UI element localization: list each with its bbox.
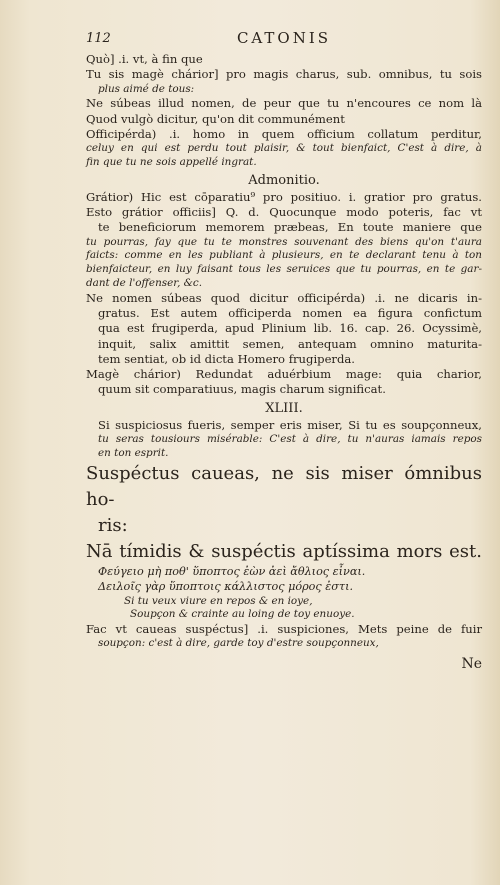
text-line: Magè chárior) Redundat aduérbium mage: quia charior,	[86, 367, 482, 382]
text-line: Quò] .i. vt, à fin que	[86, 52, 203, 66]
text-line: plus aimé de tous:	[98, 82, 195, 95]
text-line: inquit, salix amittit semen, antequam omnino maturita-	[98, 336, 482, 351]
text-line: en ton esprit.	[98, 446, 169, 459]
text-line: dant de l'offenser, &c.	[86, 276, 203, 289]
text-line: qua est frugiperda, apud Plinium lib. 16. cap. 26. Ocyssimè,	[98, 321, 482, 336]
text-line: Si suspiciosus fueris, semper eris miser, Si tu es soupçonneux,	[98, 417, 482, 432]
text-line: tu seras tousiours misérable: C'est à dire, tu n'auras iamais repos	[98, 433, 482, 446]
running-header	[86, 30, 482, 50]
text-line: Fac vt caueas suspéctus] .i. suspiciones, Mets peine de fuir	[86, 622, 482, 637]
text-line: fin que tu ne sois appellé ingrat.	[86, 155, 257, 168]
text-line: Soupçon & crainte au loing de toy enuoye.	[130, 608, 355, 621]
text-line: Officipérda) .i. homo in quem officium collatum perditur,	[86, 126, 482, 141]
text-line: te beneficiorum memorem præbeas, En toute maniere que	[98, 220, 482, 235]
text-line: bienfaicteur, en luy faisant tous les seruices que tu pourras, en te gar-	[86, 263, 482, 276]
text-body	[86, 52, 482, 651]
text-line: Nā tímidis & suspéctis aptíssima mors est.	[86, 540, 482, 562]
page-content	[86, 30, 482, 674]
text-line: tu pourras, fay que tu te monstres souvenant des biens qu'on t'aura	[86, 235, 482, 248]
text-line: Grátior) Hic est cōparatiu⁹ pro positiuo. i. gratior pro gratus.	[86, 189, 482, 204]
text-line: faicts: comme en les publiant à plusieurs, en te declarant tenu à ton	[86, 249, 482, 262]
text-line: Tu sis magè chárior] pro magis charus, sub. omnibus, tu sois	[86, 67, 482, 82]
text-line: XLIII.	[265, 400, 303, 416]
text-line: Suspéctus caueas, ne sis miser ómnibus ho-	[86, 462, 482, 510]
text-line: Si tu veux viure en repos & en ioye,	[124, 594, 313, 607]
text-line: soupçon: c'est à dire, garde toy d'estre soupçonneux,	[98, 637, 379, 650]
text-line: celuy en qui est perdu tout plaisir, & tout bienfaict, C'est à dire, à	[86, 142, 482, 155]
text-line: gratus. Est autem officiperda nomen ea figura confictum	[98, 305, 482, 320]
text-line: Ne súbeas illud nomen, de peur que tu n'encoures ce nom là	[86, 96, 482, 111]
running-title: CATONIS	[236, 29, 332, 47]
page-number: 112	[86, 31, 111, 46]
catchword: Ne	[461, 656, 482, 673]
text-line: Esto grátior officiis] Q. d. Quocunque modo poteris, fac vt	[86, 205, 482, 220]
text-line: tem sentiat, ob id dicta Homero frugiperda.	[98, 351, 355, 366]
text-line: Admonitio.	[248, 172, 320, 188]
text-line: Quod vulgò dicitur, qu'on dit communément	[86, 111, 345, 126]
text-line: quum sit comparatiuus, magis charum significat.	[98, 382, 386, 397]
text-line: Φεύγειο μὴ ποθ' ὕποπτος ἐὼν ἀεὶ ἄθλιος εἶναι.	[98, 565, 366, 579]
text-line: Δειλοῖς γὰρ ὕποπτοις κάλλιστος μόρος ἐστι.	[98, 579, 354, 593]
text-line: Ne nomen súbeas quod dicitur officipérda) .i. ne dicaris in-	[86, 290, 482, 305]
text-line: ris:	[98, 514, 128, 536]
